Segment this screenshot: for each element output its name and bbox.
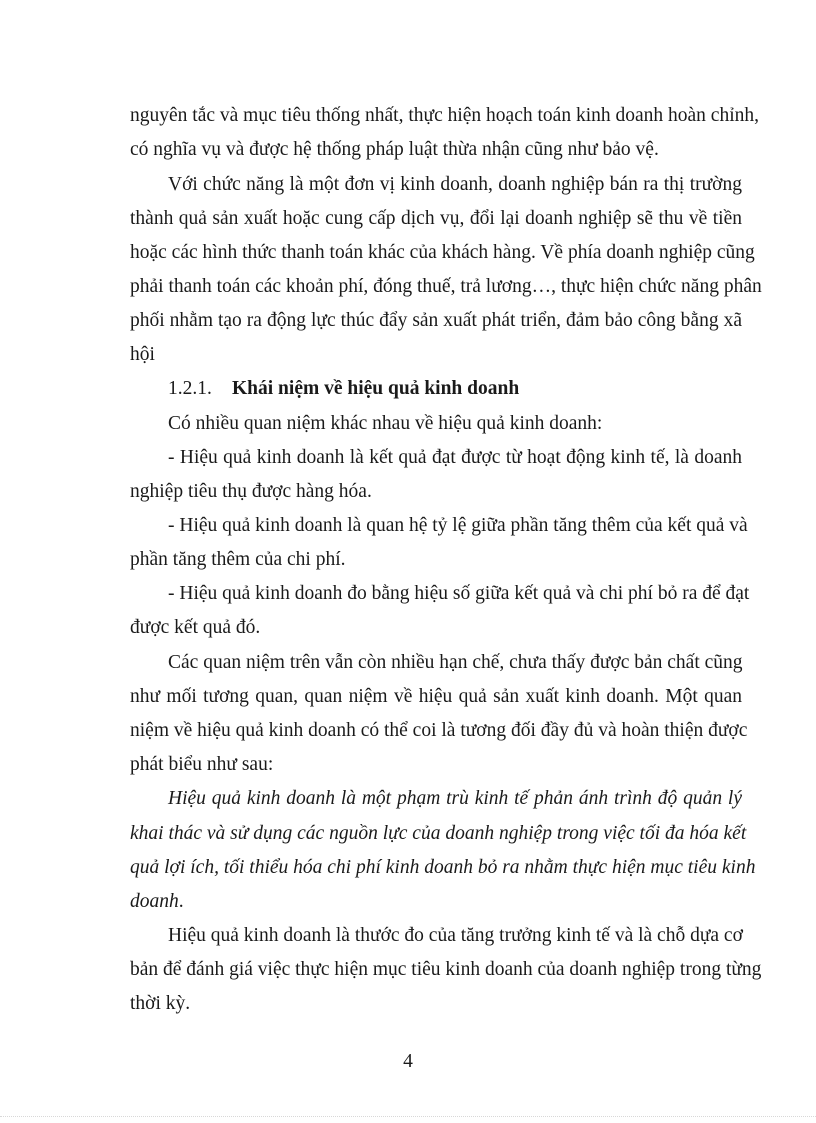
text-line	[130, 890, 742, 914]
text-line: bản để đánh giá việc thực hiện mục tiêu kinh doanh của doanh nghiệp trong từng	[130, 959, 762, 980]
page-bottom-border	[0, 1116, 816, 1117]
text-line: có nghĩa vụ và được hệ thống pháp luật thừa nhận cũng như bảo vệ.	[130, 139, 659, 160]
text-line: phát biểu như sau:	[130, 754, 274, 775]
text-line: hoặc các hình thức thanh toán khác của khách hàng. Về phía doanh nghiệp cũng	[130, 242, 755, 263]
text-line: nguyên tắc và mục tiêu thống nhất, thực hiện hoạch toán kinh doanh hoàn chỉnh,	[130, 105, 759, 126]
text-line: Các quan niệm trên vẫn còn nhiều hạn chế, chưa thấy được bản chất cũng	[168, 652, 743, 673]
text-line: thời kỳ.	[130, 993, 191, 1014]
text-line: Với chức năng là một đơn vị kinh doanh, doanh nghiệp bán ra thị trường	[168, 174, 742, 195]
text-line: - Hiệu quả kinh doanh là quan hệ tỷ lệ giữa phần tăng thêm của kết quả và	[168, 515, 748, 536]
page-number: 4	[403, 1051, 413, 1072]
text-line: - Hiệu quả kinh doanh đo bằng hiệu số giữa kết quả và chi phí bỏ ra để đạt	[168, 583, 750, 604]
definition-period: .	[178, 891, 184, 912]
text-line: thành quả sản xuất hoặc cung cấp dịch vụ, đổi lại doanh nghiệp sẽ thu về tiền	[130, 208, 742, 229]
text-line: như mối tương quan, quan niệm về hiệu quả sản xuất kinh doanh. Một quan	[130, 686, 742, 707]
text-line: khai thác và sử dụng các nguồn lực của doanh nghiệp trong việc tối đa hóa kết	[130, 823, 747, 844]
definition-last-word: doanh	[130, 891, 179, 912]
text-line: Hiệu quả kinh doanh là thước đo của tăng trưởng kinh tế và là chỗ dựa cơ	[168, 925, 743, 946]
text-line: được kết quả đó.	[130, 617, 261, 638]
section-number: 1.2.1.	[168, 378, 212, 399]
text-line: - Hiệu quả kinh doanh là kết quả đạt được từ hoạt động kinh tế, là doanh	[168, 447, 742, 468]
section-title: Khái niệm về hiệu quả kinh doanh	[232, 378, 520, 399]
text-line: phải thanh toán các khoản phí, đóng thuế, trả lương…, thực hiện chức năng phân	[130, 276, 762, 297]
text-line: Hiệu quả kinh doanh là một phạm trù kinh tế phản ánh trình độ quản lý	[168, 788, 742, 809]
text-line: hội	[130, 344, 155, 365]
text-line: nghiệp tiêu thụ được hàng hóa.	[130, 481, 372, 502]
text-line: niệm về hiệu quả kinh doanh có thể coi là tương đối đầy đủ và hoàn thiện được	[130, 720, 748, 741]
section-heading	[168, 377, 742, 401]
intro-line: Có nhiều quan niệm khác nhau về hiệu quả kinh doanh:	[168, 413, 603, 434]
text-line: quả lợi ích, tối thiểu hóa chi phí kinh doanh bỏ ra nhằm thực hiện mục tiêu kinh	[130, 857, 756, 878]
text-line: phần tăng thêm của chi phí.	[130, 549, 346, 570]
text-line: phối nhằm tạo ra động lực thúc đẩy sản xuất phát triển, đảm bảo công bằng xã	[130, 310, 742, 331]
